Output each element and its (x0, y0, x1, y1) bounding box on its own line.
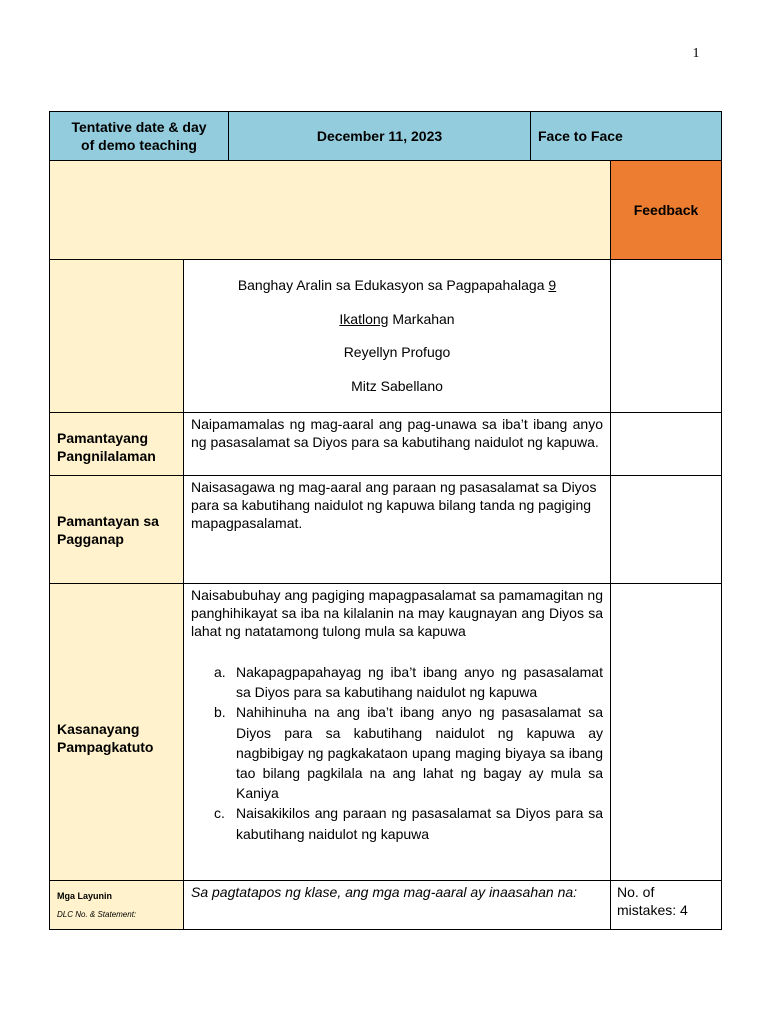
objectives-label-cell (49, 880, 184, 930)
lesson-quarter-word: Ikatlong (339, 310, 389, 327)
list-item (191, 662, 603, 702)
list-marker: a. (214, 664, 226, 680)
feedback-spacer-cell (49, 160, 611, 260)
list-item (191, 803, 603, 843)
competency-feedback-cell (610, 583, 722, 881)
delivery-mode-cell (530, 111, 722, 161)
lesson-grade: 9 (548, 277, 557, 293)
competency-label-cell (49, 583, 184, 881)
demo-date-label-line2: of demo teaching (81, 137, 197, 153)
mistakes-count: No. of mistakes: 4 (617, 884, 688, 918)
lesson-feedback-cell (610, 259, 722, 413)
lesson-quarter: Ikatlong Markahan (339, 310, 455, 327)
mistakes-cell (610, 880, 722, 930)
demo-date-label-line1: Tentative date & day (71, 119, 207, 135)
content-standard-label-line2: Pangnilalaman (57, 448, 156, 464)
competency-intro: Naisabubuhay ang pagiging mapagpasalamat sa pamamagitan ng panghihikayat sa iba na kilalanin na may kaugnayan ang Diyos sa lahat ng natatamong tulong mula sa kapuwa (191, 587, 603, 639)
lesson-author-2: Mitz Sabellano (351, 377, 443, 394)
performance-standard-line3: mapagpasalamat. (191, 515, 303, 531)
feedback-header-cell (610, 160, 722, 260)
content-standard-label-cell (49, 412, 184, 476)
list-item-text: Nakapagpapahayag ng iba’t ibang anyo ng pasasalamat sa Diyos para sa kabutihang naidulot ng kapuwa (236, 664, 603, 701)
lesson-info-cell (183, 259, 611, 413)
performance-standard-cell (183, 475, 611, 584)
list-marker: c. (214, 805, 225, 822)
content-standard-cell (183, 412, 611, 476)
lesson-label-cell (49, 259, 184, 413)
performance-standard-feedback-cell (610, 475, 722, 584)
performance-standard-label-line1: Pamantayan sa (57, 512, 159, 529)
performance-standard-label-line2: Pagganap (57, 530, 124, 547)
objectives-text: Sa pagtatapos ng klase, ang mga mag-aaral ay inaasahan na: (191, 884, 578, 900)
objectives-sublabel: DLC No. & Statement: (57, 910, 137, 919)
competency-label-line2: Pampagkatuto (57, 739, 154, 755)
content-standard-label-line1: Pamantayang (57, 430, 149, 446)
performance-standard-line2: para sa kabutihang naidulot ng kapuwa bilang tanda ng pagiging (191, 497, 592, 513)
list-item (191, 702, 603, 803)
demo-date-label-cell (49, 111, 229, 161)
objectives-cell (183, 880, 611, 930)
performance-standard-line1: Naisasagawa ng mag-aaral ang paraan ng pasasalamat sa Diyos (191, 479, 597, 495)
content-standard-text: Naipamamalas ng mag-aaral ang pag-unawa sa iba’t ibang anyo ng pasasalamat sa Diyos para sa kabutihang naidulot ng kapuwa. (191, 416, 603, 450)
objectives-label: Mga Layunin (57, 891, 113, 901)
list-item-text: Naisakikilos ang paraan ng pasasalamat sa Diyos para sa kabutihang naidulot ng kapuwa (236, 805, 603, 842)
lesson-title: Banghay Aralin sa Edukasyon sa Pagpapahalaga 9 (237, 277, 557, 293)
lesson-author-1: Reyellyn Profugo (343, 344, 451, 360)
list-item-text: Nahihinuha na ang iba’t ibang anyo ng pasasalamat sa Diyos para sa kabutihang naidulot ng kapuwa ay nagbibigay ng pagkakataon upang maging biyaya sa ibang tao bilang pagkilala na ang lahat ng bagay ay mula sa Kaniya (236, 704, 603, 802)
competency-list (191, 662, 603, 844)
page-number: 1 (692, 46, 700, 61)
list-marker: b. (214, 704, 226, 721)
feedback-label: Feedback (633, 202, 699, 218)
delivery-mode-value: Face to Face (538, 128, 623, 144)
performance-standard-label-cell (49, 475, 184, 584)
competency-cell (183, 583, 611, 881)
competency-label-line1: Kasanayang (57, 721, 140, 737)
content-standard-feedback-cell (610, 412, 722, 476)
demo-date-cell (228, 111, 531, 161)
demo-date-value: December 11, 2023 (316, 128, 443, 144)
